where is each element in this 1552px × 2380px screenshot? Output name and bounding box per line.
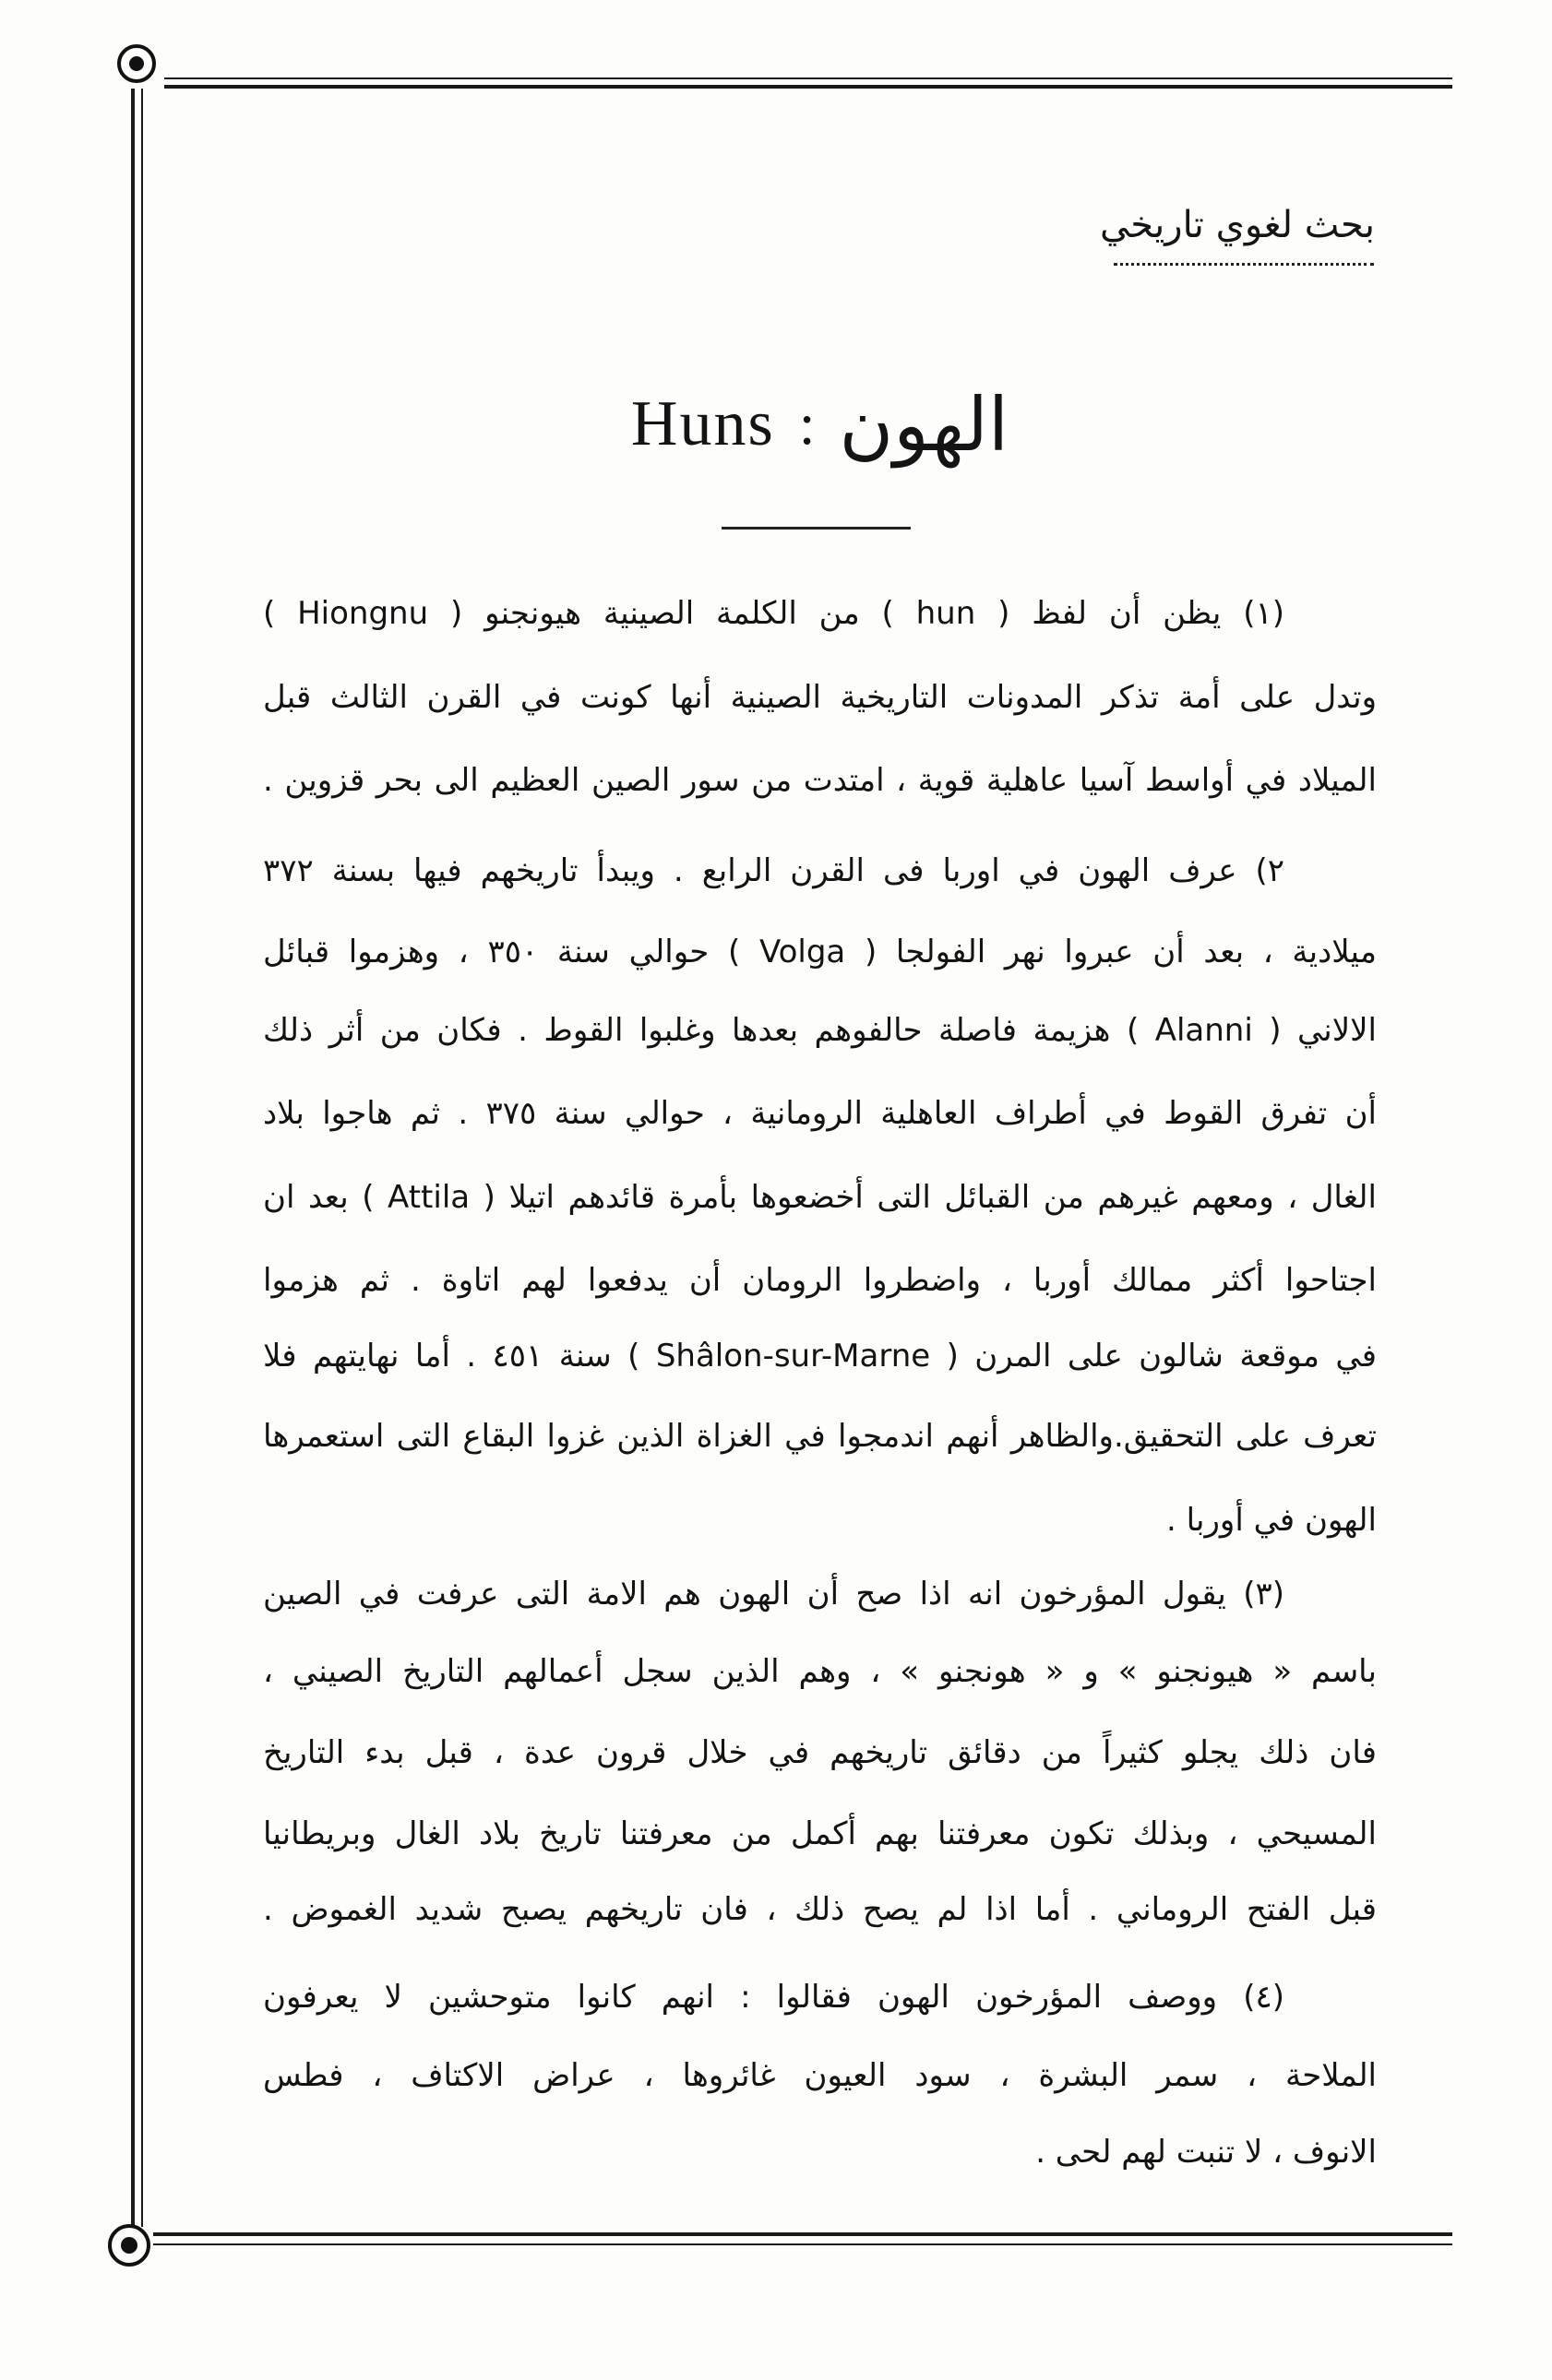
text-line: (٤) ووصف المؤرخون الهون فقالوا : انهم كانوا متوحشين لا يعرفون	[263, 1979, 1284, 2016]
text-line: الغال ، ومعهم غيرهم من القبائل التى أخضعوها بأمرة قائدهم اتيلا ( Attila ) بعد ان	[263, 1179, 1377, 1216]
text-line: وتدل على أمة تذكر المدونات التاريخية الصينية أنها كونت في القرن الثالث قبل	[263, 679, 1377, 716]
text-line: اجتاحوا أكثر ممالك أوربا ، واضطروا الرومان أن يدفعوا لهم اتاوة . ثم هزموا	[263, 1262, 1377, 1299]
top-ornament-icon	[117, 44, 156, 83]
text-line: الانوف ، لا تنبت لهم لحى .	[1035, 2134, 1377, 2171]
left-frame-line-outer	[131, 89, 135, 2227]
bottom-frame-line-thick	[153, 2232, 1452, 2236]
text-line: ميلادية ، بعد أن عبروا نهر الفولجا ( Volga ) حوالي سنة ٣٥٠ ، وهزموا قبائل	[263, 934, 1378, 970]
text-line: قبل الفتح الروماني . أما اذا لم يصح ذلك ، فان تاريخهم يصبح شديد الغموض .	[263, 1891, 1377, 1928]
text-line: تعرف على التحقيق.والظاهر أنهم اندمجوا في الغزاة الذين غزوا البقاع التى استعمرها	[263, 1418, 1377, 1455]
text-line: الميلاد في أواسط آسيا عاهلية قوية ، امتدت من سور الصين العظيم الى بحر قزوين .	[263, 762, 1377, 799]
title-separator: :	[798, 391, 816, 457]
top-frame-line-thin	[164, 77, 1452, 79]
title-latin: Huns	[630, 388, 775, 459]
text-line: أن تفرق القوط في أطراف العاهلية الرومانية ، حوالي سنة ٣٧٥ . ثم هاجوا بلاد	[263, 1095, 1378, 1132]
title-rule	[722, 527, 911, 530]
text-line: ٢) عرف الهون في اوربا فى القرن الرابع . ويبدأ تاريخهم فيها بسنة ٣٧٢	[263, 852, 1284, 889]
text-line: (١) يظن أن لفظ ( hun ) من الكلمة الصينية هيونجنو ( Hiongnu )	[263, 595, 1284, 632]
text-line: الملاحة ، سمر البشرة ، سود العيون غائروها ، عراض الاكتاف ، فطس	[263, 2057, 1377, 2094]
text-line: الهون في أوربا .	[1166, 1502, 1377, 1539]
title-arabic: الهون	[839, 381, 1009, 468]
bottom-ornament-icon	[108, 2224, 150, 2267]
text-line: فان ذلك يجلو كثيراً من دقائق تاريخهم في خلال قرون عدة ، قبل بدء التاريخ	[263, 1734, 1377, 1771]
text-line: المسيحي ، وبذلك تكون معرفتنا بهم أكمل من معرفتنا تاريخ بلاد الغال وبريطانيا	[263, 1815, 1377, 1852]
left-frame-line-inner	[141, 89, 143, 2227]
text-line: باسم « هيونجنو » و « هونجنو » ، وهم الذين سجل أعمالهم التاريخ الصيني ،	[263, 1653, 1377, 1690]
top-frame-line-thick	[164, 85, 1452, 89]
bottom-frame-line-thin	[153, 2243, 1452, 2245]
running-header: بحث لغوي تاريخي	[1099, 204, 1375, 246]
running-header-underline	[1114, 263, 1374, 266]
text-line: الالاني ( Alanni ) هزيمة فاصلة حالفوهم بعدها وغلبوا القوط . فكان من أثر ذلك	[263, 1012, 1377, 1049]
text-line: في موقعة شالون على المرن ( Shâlon-sur-Marne ) سنة ٤٥١ . أما نهايتهم فلا	[263, 1338, 1377, 1374]
text-line: (٣) يقول المؤرخون انه اذا صح أن الهون هم الامة التى عرفت في الصين	[263, 1576, 1284, 1612]
page-title	[263, 374, 1377, 475]
